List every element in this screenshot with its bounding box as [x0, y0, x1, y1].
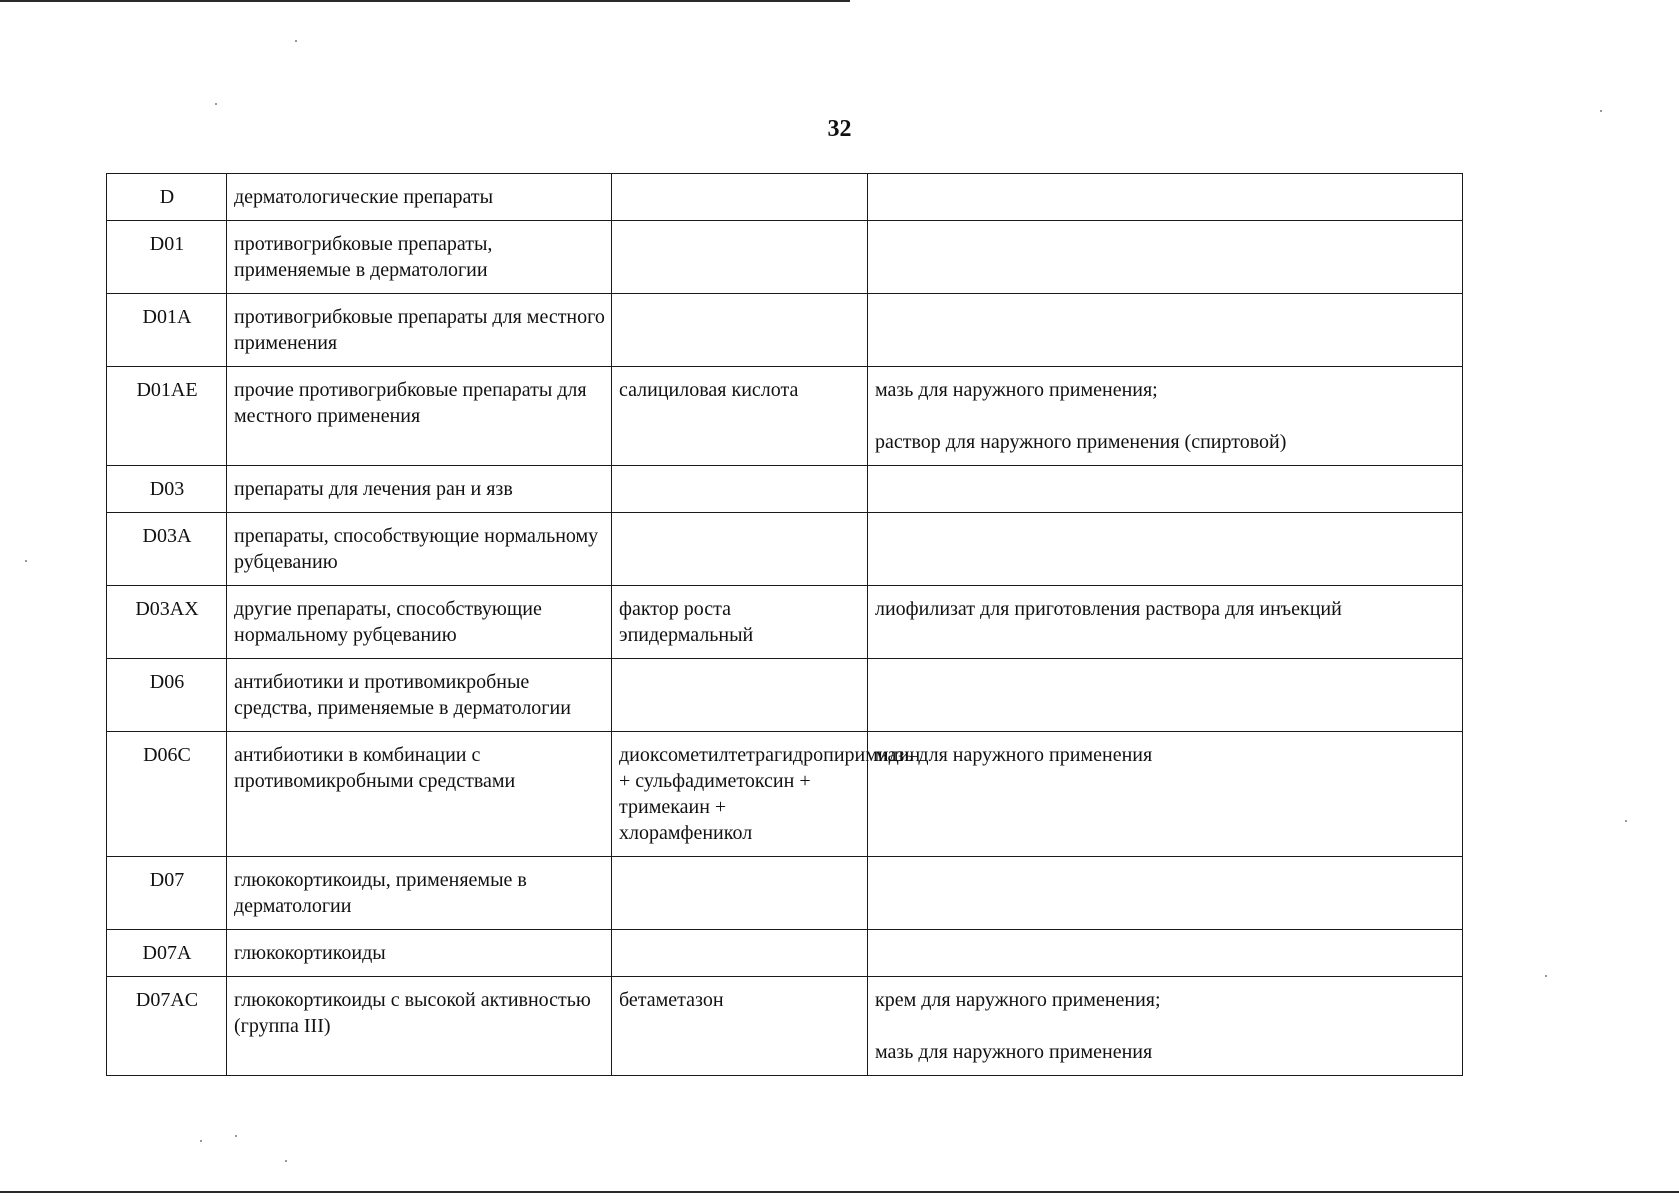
dosage-form-line: лиофилизат для приготовления раствора для инъекций [875, 598, 1342, 620]
atc-table-body [107, 174, 1463, 1076]
atc-code-cell: D01A [107, 294, 227, 367]
page-number: 32 [827, 116, 852, 142]
substance-cell [612, 857, 868, 930]
scan-speck [295, 40, 297, 42]
dosage-form-line: раствор для наружного применения (спиртовой) [875, 431, 1287, 453]
scan-speck [1600, 110, 1602, 112]
dosage-form-cell [868, 857, 1463, 930]
atc-code-cell: D03 [107, 466, 227, 513]
atc-code-cell: D07AC [107, 977, 227, 1076]
scan-speck [285, 1160, 287, 1162]
anatomical-group-cell: глюкокортикоиды с высокой активностью (группа III) [227, 977, 612, 1076]
table-row [107, 659, 1463, 732]
table-row [107, 294, 1463, 367]
dosage-form-line: крем для наружного применения; [875, 989, 1161, 1011]
substance-cell: фактор роста эпидермальный [612, 586, 868, 659]
dosage-form-cell [868, 513, 1463, 586]
dosage-form-cell [868, 586, 1463, 659]
scan-speck [25, 560, 27, 562]
table-row [107, 586, 1463, 659]
substance-cell: салициловая кислота [612, 367, 868, 466]
top-scan-line [0, 0, 850, 2]
atc-code-cell: D07A [107, 930, 227, 977]
table-row [107, 977, 1463, 1076]
table-row [107, 367, 1463, 466]
atc-code-cell: D03A [107, 513, 227, 586]
anatomical-group-cell: прочие противогрибковые препараты для местного применения [227, 367, 612, 466]
table-row [107, 930, 1463, 977]
table-row [107, 732, 1463, 857]
substance-cell [612, 466, 868, 513]
substance-cell [612, 294, 868, 367]
dosage-form-line: мазь для наружного применения; [875, 379, 1158, 401]
table-row [107, 513, 1463, 586]
table-row [107, 466, 1463, 513]
atc-code-cell: D [107, 174, 227, 221]
scan-speck [200, 1140, 202, 1142]
dosage-form-cell [868, 174, 1463, 221]
anatomical-group-cell: глюкокортикоиды [227, 930, 612, 977]
anatomical-group-cell: дерматологические препараты [227, 174, 612, 221]
substance-cell [612, 513, 868, 586]
atc-code-cell: D01AE [107, 367, 227, 466]
dosage-form-cell [868, 221, 1463, 294]
atc-code-cell: D06C [107, 732, 227, 857]
anatomical-group-cell: другие препараты, способствующие нормальному рубцеванию [227, 586, 612, 659]
atc-code-cell: D03AX [107, 586, 227, 659]
substance-cell: диоксометилтетрагидропиримидин + сульфадиметоксин + тримекаин + хлорамфеникол [612, 732, 868, 857]
dosage-form-cell [868, 930, 1463, 977]
atc-code-cell: D06 [107, 659, 227, 732]
table-row [107, 221, 1463, 294]
anatomical-group-cell: противогрибковые препараты для местного применения [227, 294, 612, 367]
anatomical-group-cell: глюкокортикоиды, применяемые в дерматологии [227, 857, 612, 930]
dosage-form-cell [868, 977, 1463, 1076]
scan-speck [215, 103, 217, 105]
dosage-form-cell [868, 294, 1463, 367]
substance-cell [612, 930, 868, 977]
scan-speck [1545, 975, 1547, 977]
scan-speck [235, 1135, 237, 1137]
table-row [107, 857, 1463, 930]
dosage-form-cell [868, 466, 1463, 513]
substance-cell [612, 174, 868, 221]
bottom-scan-line [0, 1191, 1679, 1193]
dosage-form-cell [868, 367, 1463, 466]
dosage-form-cell [868, 732, 1463, 857]
substance-cell [612, 659, 868, 732]
substance-cell: бетаметазон [612, 977, 868, 1076]
atc-code-cell: D07 [107, 857, 227, 930]
anatomical-group-cell: антибиотики в комбинации с противомикробными средствами [227, 732, 612, 857]
dosage-form-cell [868, 659, 1463, 732]
anatomical-group-cell: препараты, способствующие нормальному рубцеванию [227, 513, 612, 586]
dosage-form-line: мазь для наружного применения [875, 1041, 1153, 1063]
atc-table [106, 173, 1463, 1076]
scan-speck [1625, 820, 1627, 822]
anatomical-group-cell: противогрибковые препараты, применяемые в дерматологии [227, 221, 612, 294]
anatomical-group-cell: препараты для лечения ран и язв [227, 466, 612, 513]
table-row [107, 174, 1463, 221]
dosage-form-line: мазь для наружного применения [875, 744, 1153, 766]
atc-code-cell: D01 [107, 221, 227, 294]
anatomical-group-cell: антибиотики и противомикробные средства, применяемые в дерматологии [227, 659, 612, 732]
substance-cell [612, 221, 868, 294]
